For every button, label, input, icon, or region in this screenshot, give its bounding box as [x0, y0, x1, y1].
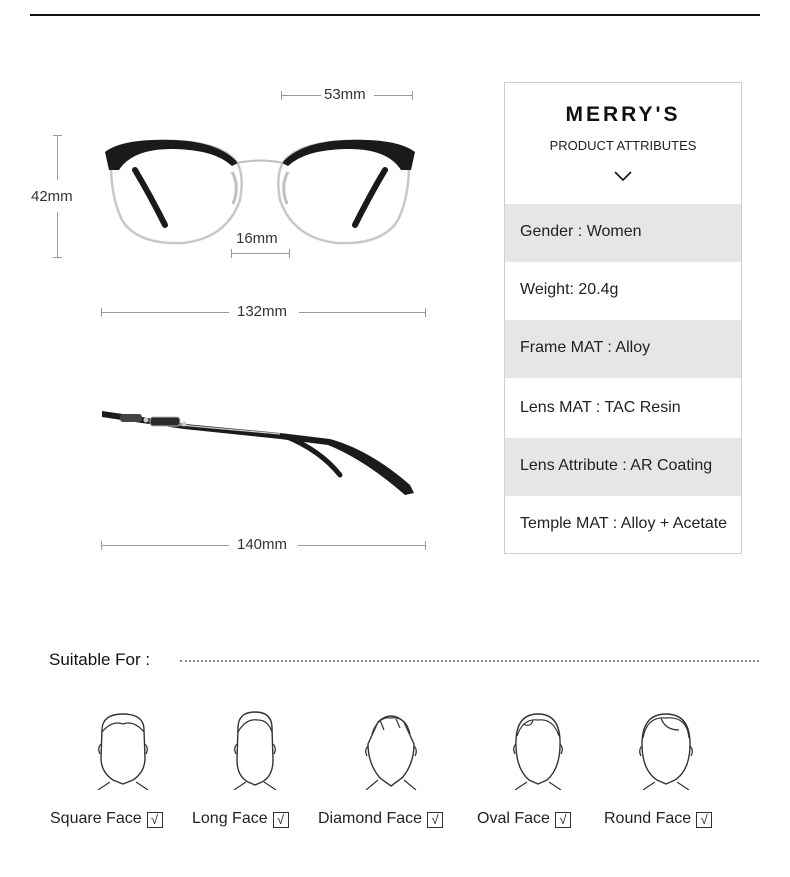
oval-face-label: Oval Face √ [477, 810, 571, 828]
glasses-side-view [100, 405, 420, 505]
frame-width-line-right [299, 312, 425, 313]
lens-width-tick-right [412, 91, 413, 100]
suitable-for-heading: Suitable For : [49, 650, 151, 669]
lens-width-line-right [374, 95, 412, 96]
oval-face-icon [503, 710, 573, 790]
dotted-divider [180, 660, 759, 662]
round-face-icon [631, 710, 701, 790]
temple-length-line-right [298, 545, 425, 546]
round-face-label: Round Face √ [604, 810, 712, 828]
product-attributes-panel [504, 82, 742, 554]
attribute-row-frame-mat: Frame MAT : Alloy [505, 320, 741, 378]
panel-title: PRODUCT ATTRIBUTES [549, 138, 697, 153]
lens-width-line-left [281, 95, 321, 96]
square-face-label: Square Face √ [50, 810, 163, 828]
chevron-down-icon [613, 169, 633, 183]
frame-width-tick-right [425, 308, 426, 317]
bridge-label: 16mm [236, 230, 278, 247]
attribute-row-lens-attribute: Lens Attribute : AR Coating [505, 438, 741, 496]
temple-length-label: 140mm [237, 536, 288, 553]
frame-width-tick-left [101, 308, 102, 317]
lens-height-line-top [57, 135, 58, 180]
lens-height-line-bottom [57, 212, 58, 257]
attribute-row-gender: Gender : Women [505, 204, 741, 262]
frame-width-line-left [101, 312, 229, 313]
frame-width-label: 132mm [237, 303, 288, 320]
lens-height-tick-bottom [53, 257, 62, 258]
lens-width-label: 53mm [324, 86, 366, 103]
check-icon: √ [427, 812, 443, 828]
attribute-row-weight: Weight: 20.4g [520, 281, 619, 298]
temple-length-line-left [101, 545, 229, 546]
check-icon: √ [147, 812, 163, 828]
lens-height-label: 42mm [31, 188, 73, 205]
attribute-row-temple-mat: Temple MAT : Alloy + Acetate [520, 515, 728, 532]
long-face-icon [220, 710, 290, 790]
lens-width-tick-left [281, 91, 282, 100]
temple-length-tick-left [101, 541, 102, 550]
lens-height-tick-top [53, 135, 62, 136]
diamond-face-icon [356, 710, 426, 790]
glasses-front-view [95, 130, 425, 255]
long-face-label: Long Face √ [192, 810, 289, 828]
check-icon: √ [555, 812, 571, 828]
attribute-row-lens-mat: Lens MAT : TAC Resin [520, 399, 681, 416]
check-icon: √ [273, 812, 289, 828]
check-icon: √ [696, 812, 712, 828]
diamond-face-label: Diamond Face √ [318, 810, 443, 828]
top-divider [30, 14, 760, 16]
square-face-icon [88, 710, 158, 790]
brand-logo: MERRY'S [565, 103, 681, 126]
temple-length-tick-right [425, 541, 426, 550]
